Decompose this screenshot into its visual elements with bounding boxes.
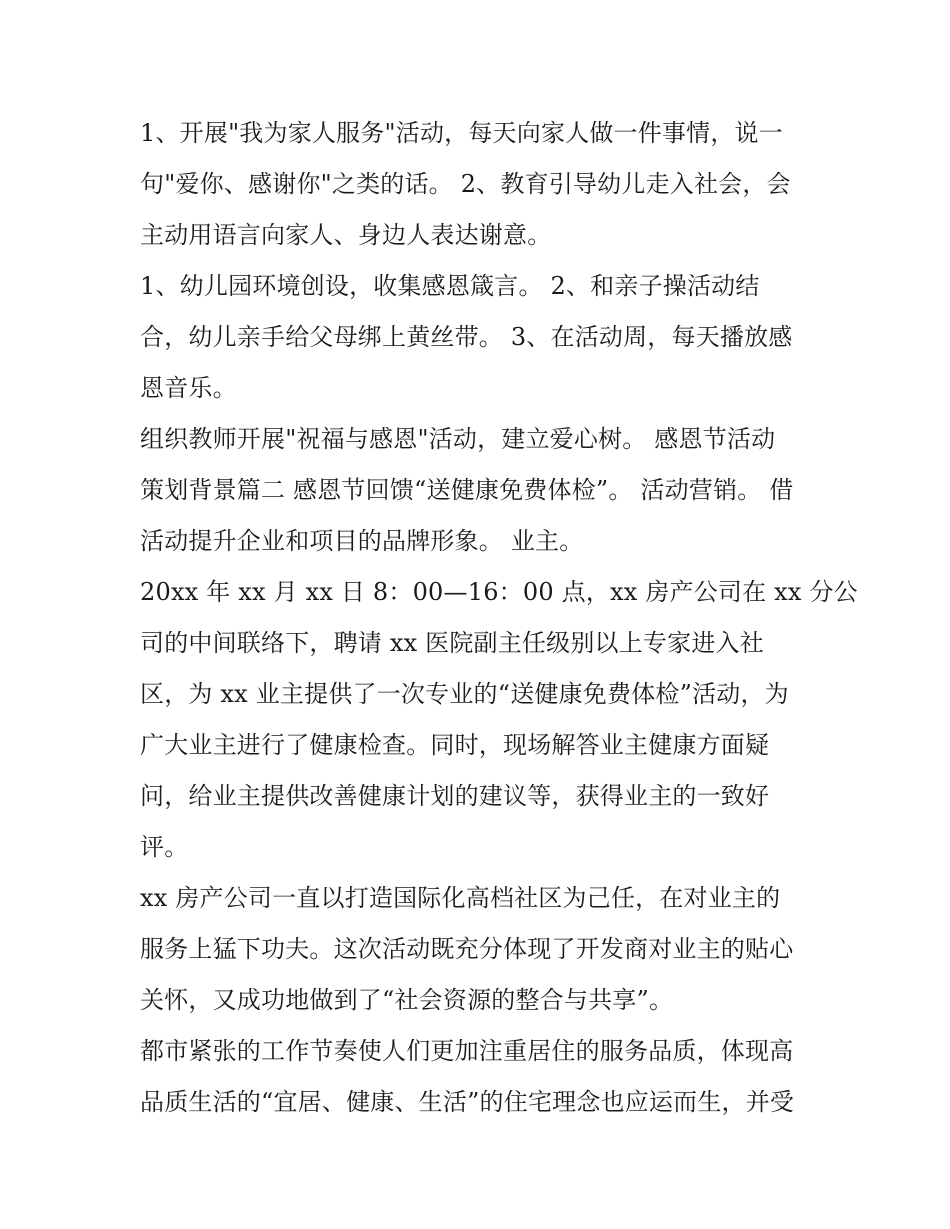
paragraph-teacher-activity xyxy=(140,414,830,567)
text-line: 策划背景篇二 感恩节回馈“送健康免费体检”。 活动营销。 借 xyxy=(140,476,794,504)
text-line: 区，为 xx 业主提供了一次专业的“送健康免费体检”活动，为 xyxy=(140,680,789,708)
text-line: 服务上猛下功夫。这次活动既充分体现了开发商对业主的贴心 xyxy=(140,935,794,963)
paragraph-health-checkup xyxy=(140,567,858,873)
text-line: 广大业主进行了健康检查。同时，现场解答业主健康方面疑 xyxy=(140,731,770,759)
text-line: 合，幼儿亲手给父母绑上黄丝带。 3、在活动周，每天播放感 xyxy=(140,323,793,351)
text-line: 活动提升企业和项目的品牌形象。 业主。 xyxy=(140,527,584,555)
paragraph-company-mission xyxy=(140,873,830,1026)
text-line: 1、幼儿园环境创设，收集感恩箴言。 2、和亲子操活动结 xyxy=(140,272,760,300)
text-line: 问，给业主提供改善健康计划的建议等，获得业主的一致好 xyxy=(140,782,770,810)
text-line: xx 房产公司一直以打造国际化高档社区为己任，在对业主的 xyxy=(140,884,781,912)
text-line: 都市紧张的工作节奏使人们更加注重居住的服务品质，体现高 xyxy=(140,1037,794,1065)
paragraph-family-service xyxy=(140,108,830,261)
text-line: 20xx 年 xx 月 xx 日 8：00—16：00 点，xx 房产公司在 xx 分公 xyxy=(140,578,858,606)
text-line: 组织教师开展"祝福与感恩"活动，建立爱心树。 感恩节活动 xyxy=(140,425,776,453)
text-line: 主动用语言向家人、身边人表达谢意。 xyxy=(140,221,552,249)
text-line: 恩音乐。 xyxy=(140,374,237,402)
document-body xyxy=(140,108,858,1128)
paragraph-kindergarten-environment xyxy=(140,261,830,414)
text-line: 关怀，又成功地做到了“社会资源的整合与共享”。 xyxy=(140,986,674,1014)
text-line: 句"爱你、感谢你"之类的话。 2、教育引导幼儿走入社会，会 xyxy=(140,170,791,198)
text-line: 司的中间联络下，聘请 xx 医院副主任级别以上专家进入社 xyxy=(140,629,764,657)
paragraph-urban-living xyxy=(140,1026,830,1128)
text-line: 评。 xyxy=(140,833,189,861)
text-line: 1、开展"我为家人服务"活动，每天向家人做一件事情，说一 xyxy=(140,119,783,147)
text-line: 品质生活的“宜居、健康、生活”的住宅理念也应运而生，并受 xyxy=(140,1088,795,1116)
